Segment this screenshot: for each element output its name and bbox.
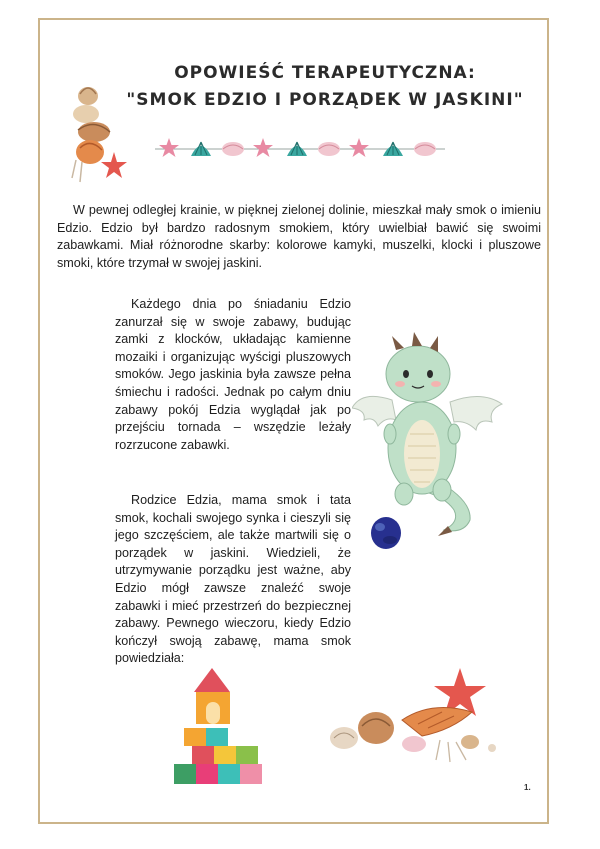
title-line-1: OPOWIEŚĆ TERAPEUTYCZNA: xyxy=(174,63,476,83)
seashell-garland xyxy=(155,134,445,164)
story-paragraph-1: W pewnej odległej krainie, w pięknej zielonej dolinie, mieszkał mały smok o imieniu Edzio. Edzio był bardzo radosnym smokiem, który uwielbiał bawić się swoimi zabawkami. Miał różnorodne skarby: kolorowe kamyki, muszelki, klocki i pluszowe smoki, które trzymał w swojej jaskini. xyxy=(57,203,541,270)
seashell-icon xyxy=(222,142,244,156)
starfish-icon xyxy=(253,138,273,157)
shell-pile-icon xyxy=(322,664,506,766)
seashell-icon xyxy=(414,142,436,156)
title-line-2: "SMOK EDZIO I PORZĄDEK W JASKINI" xyxy=(126,90,524,110)
story-paragraph-3: Rodzice Edzia, mama smok i tata smok, kochali swojego synka i cieszyli się jego szczęściem, ale także martwili się o porządek w jaskini. Wiedzieli, że utrzymywanie porządku jest ważne, aby Edzio mógł zawsze znaleźć swoje zabawki i mieć przestrzeń do bezpiecznej zabawy. Pewnego wieczoru, kiedy Edzio kończył swoją zabawę, mama smok powiedziała: xyxy=(115,493,351,666)
page-number: 1. xyxy=(524,783,531,792)
starfish-icon xyxy=(349,138,369,157)
page-title xyxy=(100,60,550,114)
dragon-illustration xyxy=(352,330,508,540)
story-paragraph-2: Każdego dnia po śniadaniu Edzio zanurzał się w swoje zabawy, budując zamki z klocków, układając kamienne mozaiki i organizując wyścigi pluszowych smoków. Jego jaskinia była zawsze pełna śmiechu i radości. Jednak po całym dniu zabawy pokój Edzia wyglądał jak po przejściu tornada – wszędzie leżały rozrzucone zabawki. xyxy=(115,297,351,452)
toy-blocks-icon xyxy=(170,666,270,788)
starfish-icon xyxy=(101,152,127,178)
egg-icon xyxy=(366,512,406,552)
seashell-icon xyxy=(318,142,340,156)
starfish-icon xyxy=(159,138,179,157)
